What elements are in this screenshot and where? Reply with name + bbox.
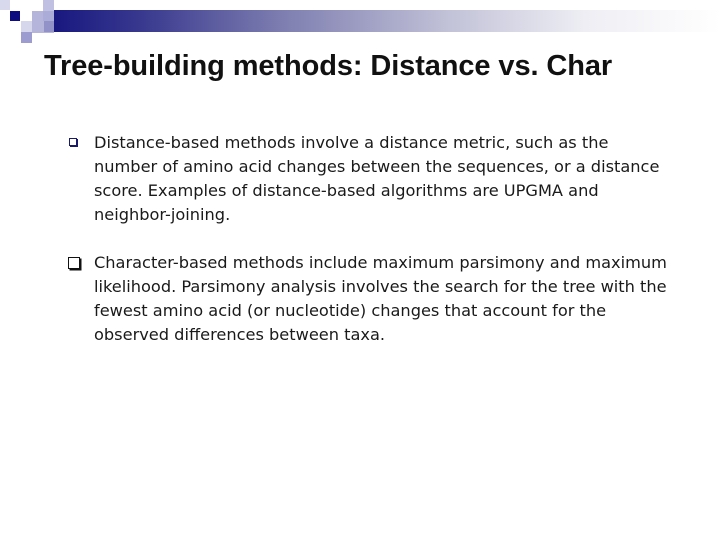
header-gradient-bar: [44, 10, 720, 32]
decorative-square-icon: [10, 11, 20, 21]
bullet-text: Distance-based methods involve a distance metric, such as the number of amino acid changes between the sequences, or a distance score. Examples of distance-based algorithms are UPGMA and neighbor-joining.: [94, 133, 660, 224]
bullet-item-distance: [66, 131, 676, 227]
decorative-square-icon: [0, 0, 10, 10]
bullet-text: Character-based methods include maximum parsimony and maximum likelihood. Parsimony analysis involves the search for the tree with the fewest amino acid (or nucleotide) changes that account for the observed differences between taxa.: [94, 253, 667, 344]
hollow-square-bullet-icon: [69, 138, 77, 146]
decorative-square-icon: [32, 11, 54, 33]
bullet-item-character: [66, 251, 676, 347]
bullet-list: [66, 131, 676, 371]
decorative-square-icon: [21, 21, 32, 32]
hollow-square-bullet-icon: [68, 257, 80, 269]
slide-title: Tree-building methods: Distance vs. Char: [44, 50, 613, 82]
decorative-square-icon: [21, 32, 32, 43]
